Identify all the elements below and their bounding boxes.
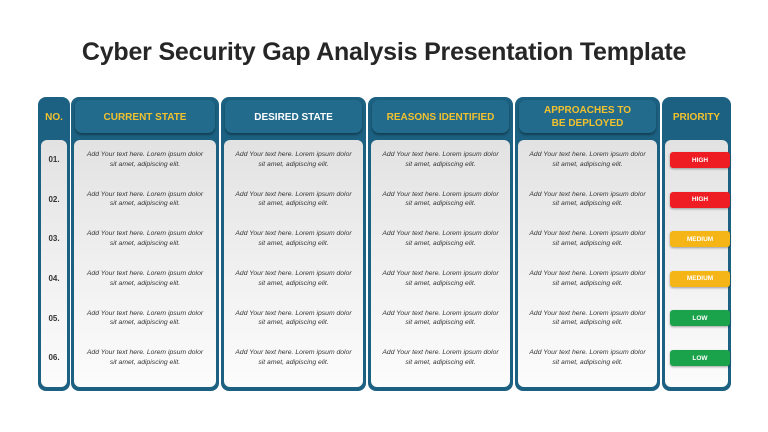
table-cell: Add Your text here. Lorem ipsum dolor sit amet, adipiscing elit. (529, 270, 646, 287)
table-cell: Add Your text here. Lorem ipsum dolor sit amet, adipiscing elit. (235, 270, 352, 287)
table-cell: Add Your text here. Lorem ipsum dolor sit amet, adipiscing elit. (382, 309, 499, 327)
column-desired-state (221, 97, 366, 391)
row-number: 04. (48, 274, 60, 284)
table-cell: Add Your text here. Lorem ipsum dolor sit amet, adipiscing elit. (86, 270, 204, 287)
column-desired-state-body (224, 140, 363, 387)
priority-badge: LOW (670, 310, 730, 326)
table-cell: Add Your text here. Lorem ipsum dolor sit amet, adipiscing elit. (86, 349, 204, 366)
column-no-body (41, 140, 67, 387)
table-cell: Add Your text here. Lorem ipsum dolor sit amet, adipiscing elit. (86, 190, 204, 208)
column-header-priority: PRIORITY (672, 111, 721, 123)
table-cell: Add Your text here. Lorem ipsum dolor sit amet, adipiscing elit. (382, 230, 499, 247)
table-cell: Add Your text here. Lorem ipsum dolor sit amet, adipiscing elit. (529, 151, 646, 168)
column-approaches-body (518, 140, 657, 387)
column-reasons-identified (368, 97, 513, 391)
table-cell: Add Your text here. Lorem ipsum dolor sit amet, adipiscing elit. (86, 230, 204, 247)
priority-badge: MEDIUM (670, 271, 730, 287)
table-cell: Add Your text here. Lorem ipsum dolor sit amet, adipiscing elit. (86, 151, 204, 168)
table-cell: Add Your text here. Lorem ipsum dolor sit amet, adipiscing elit. (235, 151, 352, 168)
table-cell: Add Your text here. Lorem ipsum dolor sit amet, adipiscing elit. (382, 270, 499, 287)
table-cell: Add Your text here. Lorem ipsum dolor sit amet, adipiscing elit. (529, 230, 646, 247)
row-number: 06. (48, 353, 60, 363)
table-cell: Add Your text here. Lorem ipsum dolor sit amet, adipiscing elit. (382, 190, 499, 208)
table-cell: Add Your text here. Lorem ipsum dolor sit amet, adipiscing elit. (529, 190, 646, 208)
priority-badge: HIGH (670, 152, 730, 168)
column-current-state (71, 97, 219, 391)
table-cell: Add Your text here. Lorem ipsum dolor sit amet, adipiscing elit. (382, 151, 499, 168)
table-cell: Add Your text here. Lorem ipsum dolor sit amet, adipiscing elit. (235, 190, 352, 208)
row-number: 01. (48, 155, 60, 165)
page-title: Cyber Security Gap Analysis Presentation Template (81, 38, 687, 66)
priority-badge: LOW (670, 350, 730, 366)
table-cell: Add Your text here. Lorem ipsum dolor sit amet, adipiscing elit. (529, 309, 646, 327)
column-reasons-identified-body (371, 140, 510, 387)
row-number: 05. (48, 313, 60, 323)
priority-badge: MEDIUM (670, 231, 730, 247)
column-header-reasons-identified: REASONS IDENTIFIED (386, 111, 495, 123)
priority-badge: HIGH (670, 192, 730, 208)
column-current-state-body (74, 140, 216, 387)
table-cell: Add Your text here. Lorem ipsum dolor sit amet, adipiscing elit. (235, 349, 352, 366)
column-header-approaches: APPROACHES TO BE DEPLOYED (543, 105, 632, 129)
table-cell: Add Your text here. Lorem ipsum dolor sit amet, adipiscing elit. (529, 349, 646, 366)
column-header-no: NO. (45, 111, 63, 123)
table-cell: Add Your text here. Lorem ipsum dolor sit amet, adipiscing elit. (86, 309, 204, 327)
table-cell: Add Your text here. Lorem ipsum dolor sit amet, adipiscing elit. (382, 349, 499, 366)
column-approaches (515, 97, 660, 391)
row-number: 03. (48, 234, 60, 244)
column-header-current-state: CURRENT STATE (103, 111, 187, 123)
column-header-desired-state: DESIRED STATE (254, 111, 333, 123)
table-cell: Add Your text here. Lorem ipsum dolor sit amet, adipiscing elit. (235, 230, 352, 247)
column-no (38, 97, 70, 391)
column-priority-body (665, 140, 728, 387)
column-priority (662, 97, 731, 391)
table-cell: Add Your text here. Lorem ipsum dolor sit amet, adipiscing elit. (235, 309, 352, 327)
row-number: 02. (48, 194, 60, 204)
